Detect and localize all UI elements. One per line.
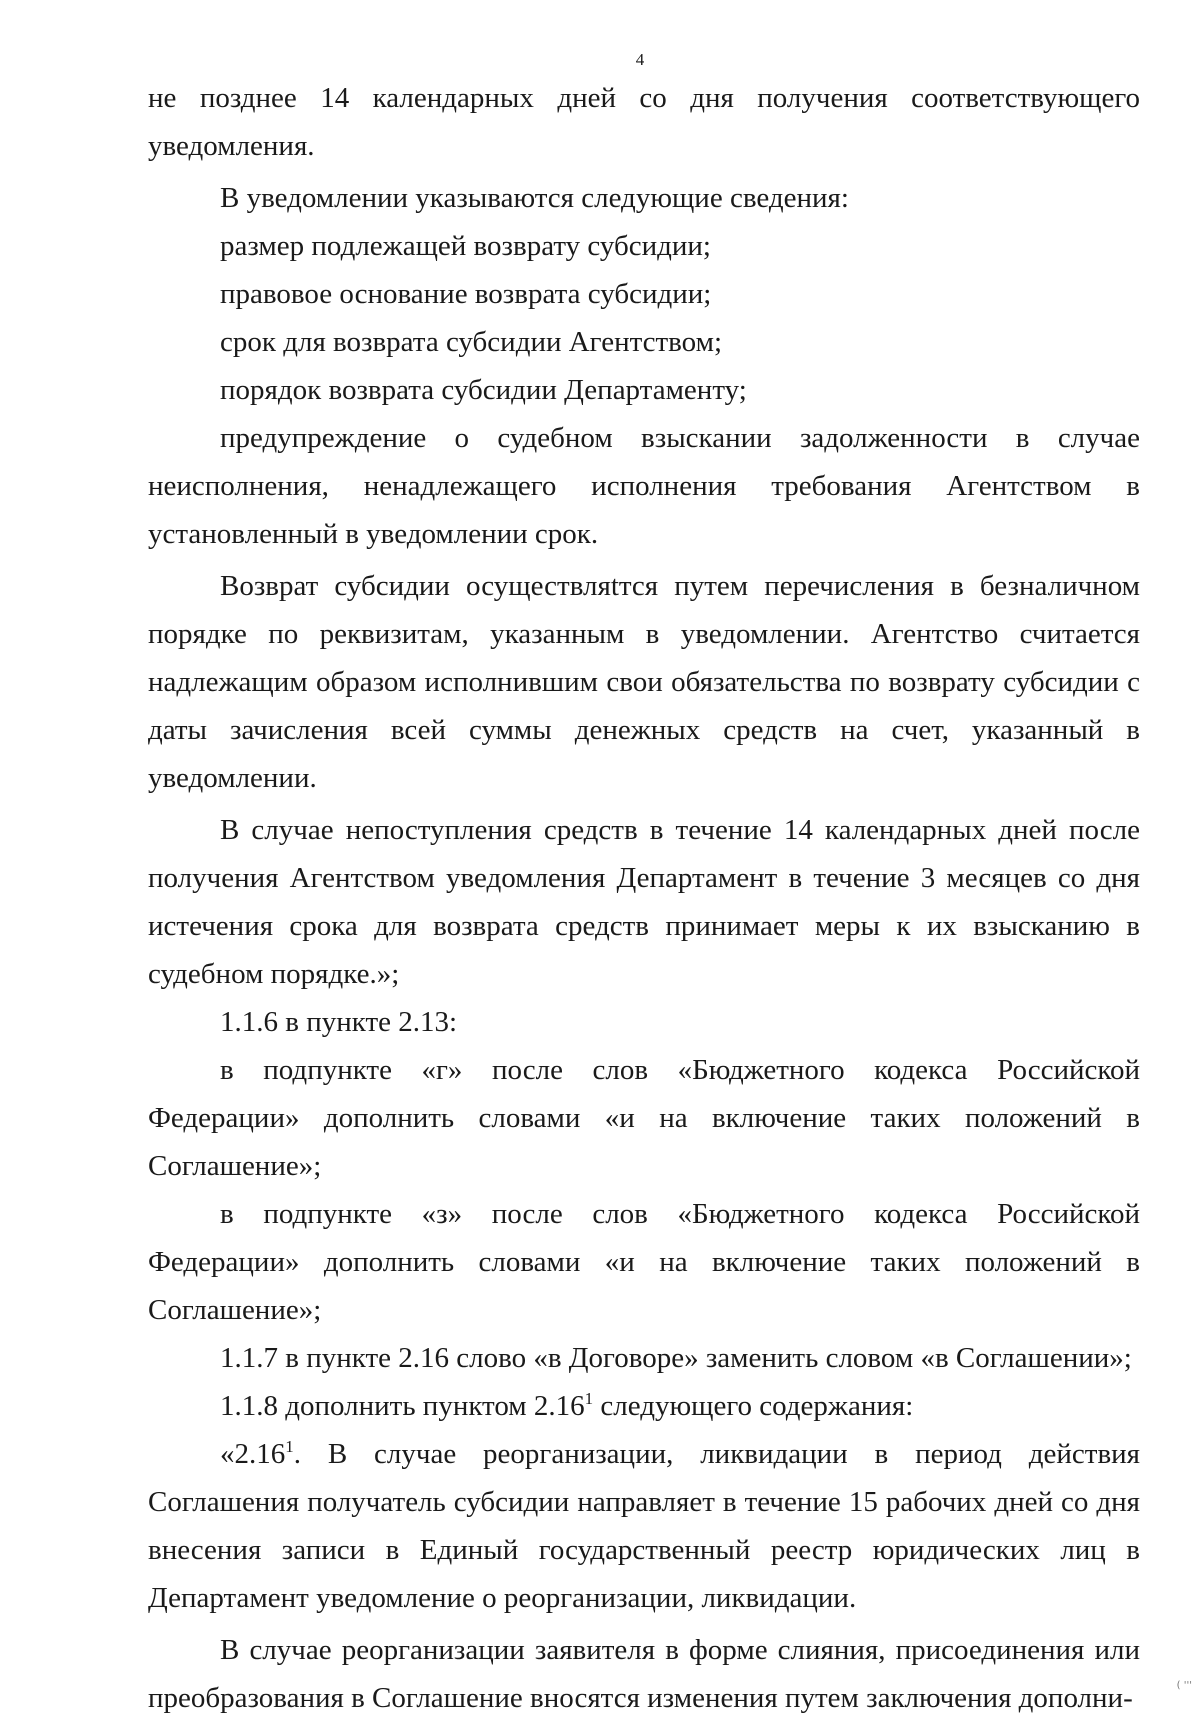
list-item-deadline: срок для возврата субсидии Агентством; (220, 326, 723, 358)
item-1-1-8 (148, 1382, 1140, 1430)
paragraph-notice-intro: В уведомлении указываются следующие сведения: (220, 182, 849, 214)
list-item-warning: предупреждение о судебном взыскании задолженности в случае неисполнения, ненадлежащего исполнения требования Агентством в установленный в уведомлении срок. (148, 422, 1140, 550)
item-1-1-8-superscript: 1 (584, 1389, 594, 1408)
scan-corner-mark: ( ''' (1176, 1680, 1192, 1691)
subitem-z: в подпункте «з» после слов «Бюджетного кодекса Российской Федерации» дополнить словами «и на включение таких положений в Соглашение»; (148, 1198, 1140, 1326)
paragraph-non-receipt: В случае непоступления средств в течение 14 календарных дней после получения Агентством уведомления Департамент в течение 3 месяцев со дня истечения срока для возврата средств принимает меры к их взысканию в судебном порядке.»; (148, 814, 1140, 990)
clause-2-16-1-prefix: «2.16 (220, 1438, 286, 1470)
item-1-1-8-prefix: 1.1.8 дополнить пунктом 2.16 (220, 1390, 585, 1422)
paragraph-reorganization: В случае реорганизации заявителя в форме слияния, присоединения или преобразования в Соглашение вносятся изменения путем заключения дополни- (148, 1634, 1140, 1714)
item-1-1-8-suffix: следующего содержания: (593, 1390, 914, 1422)
document-body (148, 74, 1140, 1722)
paragraph-continuation: не позднее 14 календарных дней со дня получения соответствующего уведомления. (148, 82, 1140, 162)
clause-2-16-1-text: . В случае реорганизации, ликвидации в период действия Соглашения получатель субсидии направляет в течение 15 рабочих дней со дня внесения записи в Единый государственный реестр юридических лиц в Департамент уведомление о реорганизации, ликвидации. (148, 1438, 1140, 1614)
subitem-g: в подпункте «г» после слов «Бюджетного кодекса Российской Федерации» дополнить словами «и на включение таких положений в Соглашение»; (148, 1054, 1140, 1182)
item-1-1-7: 1.1.7 в пункте 2.16 слово «в Договоре» заменить словом «в Соглашении»; (220, 1342, 1132, 1374)
list-item-legal-basis: правовое основание возврата субсидии; (220, 278, 712, 310)
clause-2-16-1-superscript: 1 (285, 1437, 294, 1456)
item-1-1-6: 1.1.6 в пункте 2.13: (220, 1006, 458, 1038)
list-item-amount: размер подлежащей возврату субсидии; (220, 230, 711, 262)
page-number: 4 (635, 50, 645, 69)
clause-2-16-1 (148, 1430, 1140, 1622)
paragraph-refund: Возврат субсидии осуществляtтся путем перечисления в безналичном порядке по реквизитам, указанным в уведомлении. Агентство считается надлежащим образом исполнившим свои обязательства по возврату субсидии с даты зачисления всей суммы денежных средств на счет, указанный в уведомлении. (148, 570, 1140, 794)
list-item-procedure: порядок возврата субсидии Департаменту; (220, 374, 747, 406)
